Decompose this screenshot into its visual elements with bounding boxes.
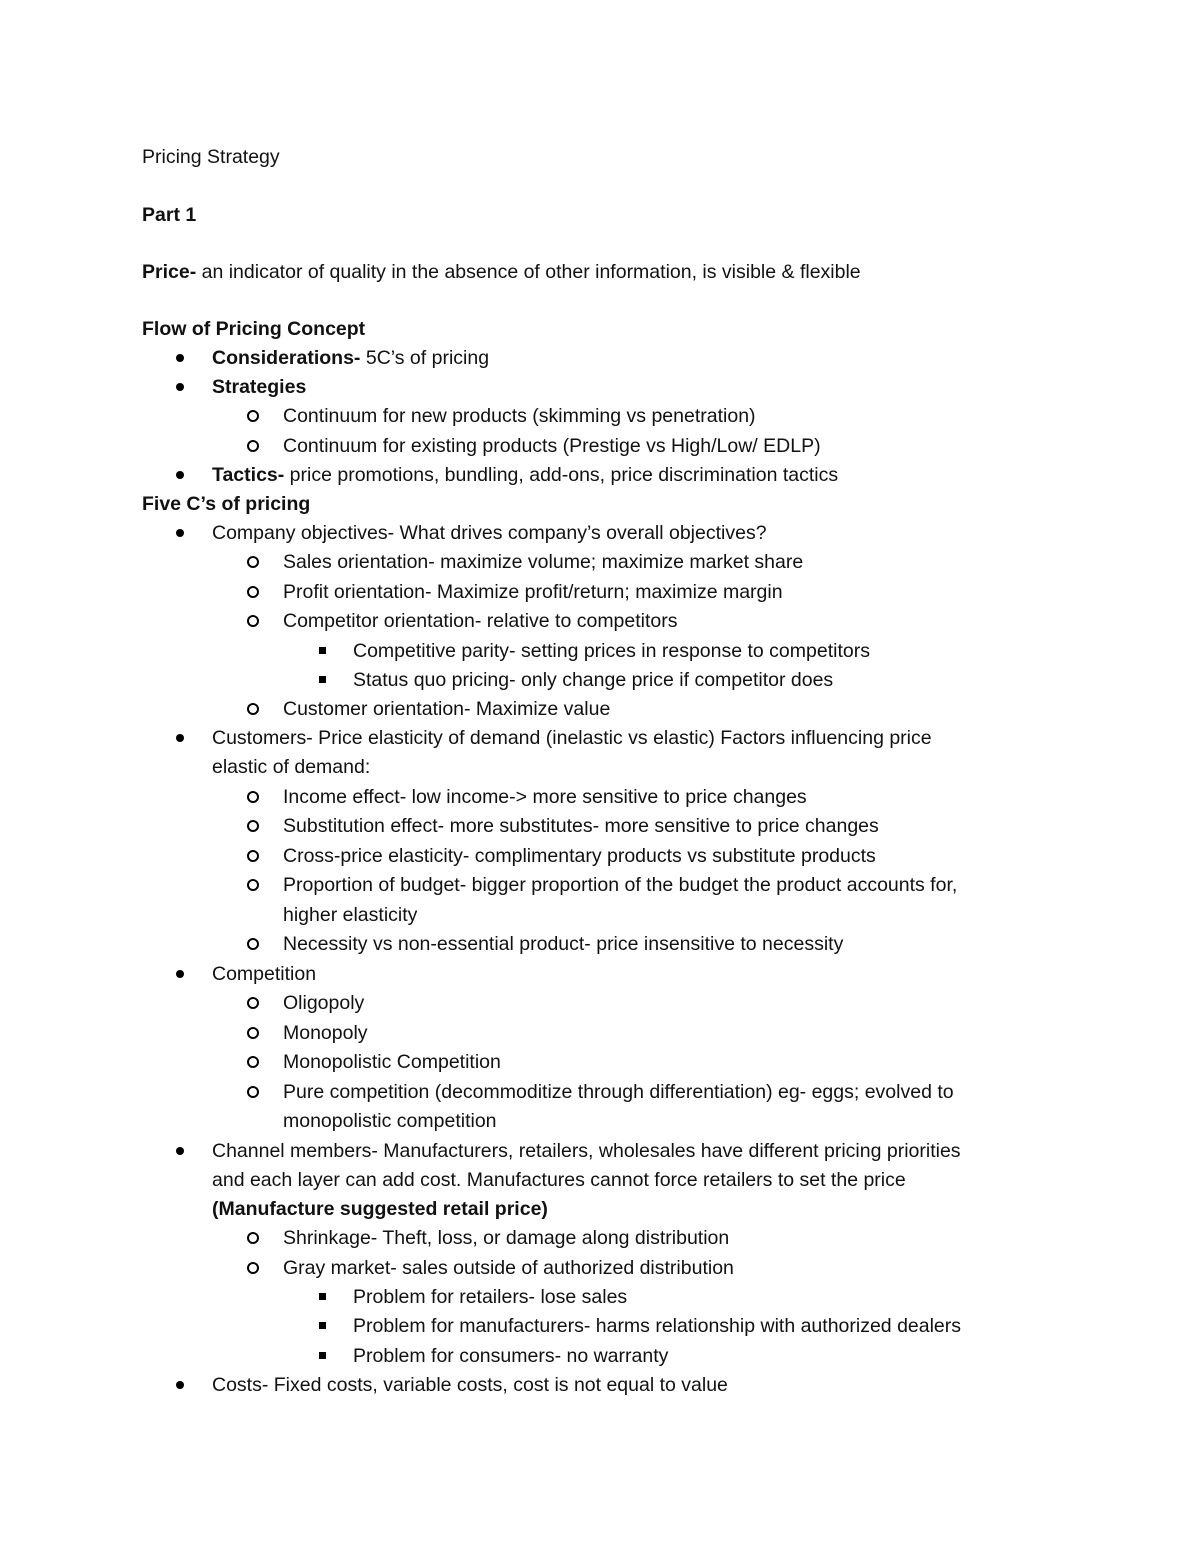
bullet-disc-icon: [176, 383, 184, 391]
bullet-circle-icon: [247, 879, 259, 891]
bullet-circle-icon: [247, 410, 259, 422]
bullet-square-icon: [319, 1352, 326, 1359]
bullet-disc-icon: [176, 529, 184, 537]
bullet-circle-icon: [247, 1056, 259, 1068]
bullet-circle-icon: [247, 440, 259, 452]
bullet-square-icon: [319, 1322, 326, 1329]
bullet-disc-icon: [176, 1147, 184, 1155]
bullet-circle-icon: [247, 850, 259, 862]
price-definition-text: an indicator of quality in the absence of other information, is visible & flexible: [196, 261, 861, 283]
document-page: Pricing Strategy Part 1 Price- an indicator of quality in the absence of other information, is visible & flexible Flow of Pricing Concept Considerations- 5C’s of pricing Strategies Continuum for new products (skimming vs penetration) Continuum for existing products (Prestige vs High/Low/ EDLP) Tactics- price promotions, bundling, add-ons, price discrimination tactics Five C’s of pricing Company objectives- What drives company’s overall objectives? Sales orientation- maximize volume; maximize market share Profit orientation- Maximize profit/return; maximize margin Competitor orientation- relative to competitors Competitive parity- setting prices in response to competitors Status quo pricing- only change price if competitor does Customer orientation- Maximize value Customers- Price elasticity of demand (inelastic vs elastic) Factors influencing price elastic of demand: Income effect- low income-> more sensitive to price changes Substitution effect- more substitutes- more sensitive to price changes Cross-price elasticity- complimentary products vs substitute products Proportion of budget- bigger proportion of the budget the product accounts for, higher elasticity Necessity vs non-essential product- price insensitive to necessity Competition Oligopoly Monopoly Monopolistic Competition Pure competition (decommoditize through differentiation) eg- eggs; evolved to monopolistic competition Channel members- Manufacturers, retailers, wholesales have different pricing priorities and each layer can add cost. Manufactures cannot force retailers to set the price (Manufacture suggested retail price) Shrinkage- Theft, loss, or damage along distribution Gray market- sales outside of authorized distribution Problem for retailers- lose sales Problem for manufacturers- harms relationship with authorized dealers Problem for consumers- no warranty Costs- Fixed costs, variable costs, cost is not equal to value: [142, 146, 962, 1396]
bullet-circle-icon: [247, 1027, 259, 1039]
bullet-circle-icon: [247, 586, 259, 598]
bullet-disc-icon: [176, 354, 184, 362]
bullet-circle-icon: [247, 791, 259, 803]
bullet-disc-icon: [176, 970, 184, 978]
bullet-circle-icon: [247, 820, 259, 832]
bullet-circle-icon: [247, 556, 259, 568]
bullet-circle-icon: [247, 1086, 259, 1098]
bullet-square-icon: [319, 647, 326, 654]
bullet-circle-icon: [247, 938, 259, 950]
bullet-square-icon: [319, 676, 326, 683]
bullet-disc-icon: [176, 734, 184, 742]
bullet-circle-icon: [247, 703, 259, 715]
price-term: Price-: [142, 261, 197, 283]
bullet-disc-icon: [176, 1381, 184, 1389]
bullet-circle-icon: [247, 1262, 259, 1274]
bullet-square-icon: [319, 1293, 326, 1300]
bullet-circle-icon: [247, 615, 259, 627]
bullet-disc-icon: [176, 471, 184, 479]
bullet-circle-icon: [247, 1232, 259, 1244]
bullet-circle-icon: [247, 997, 259, 1009]
